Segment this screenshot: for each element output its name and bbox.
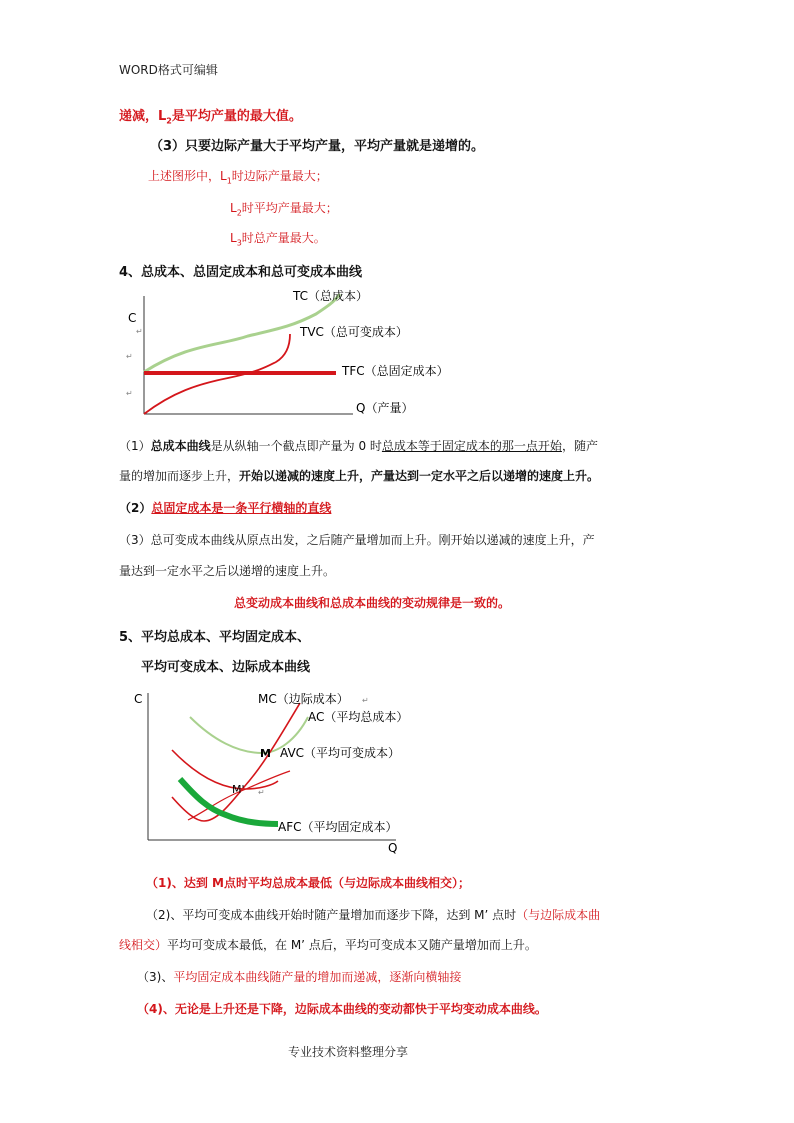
- sec5-para-2-line-2: 线相交）平均可变成本最低，在 M’ 点后，平均可变成本又随产量增加而上升。: [119, 938, 537, 952]
- average-cost-chart: [128, 685, 428, 855]
- para-mark: ↵: [126, 352, 133, 361]
- page-header: WORD格式可编辑: [119, 63, 218, 77]
- sec4-para-3-line-2: 量达到一定水平之后以递增的速度上升。: [119, 564, 336, 578]
- m-point-label: M: [260, 747, 271, 760]
- sec4-para-1-line-1: （1）总成本曲线是从纵轴一个截点即产量为 0 时总成本等于固定成本的那一点开始，随产: [119, 439, 598, 453]
- m-prime-label: M': [232, 783, 245, 796]
- sec5-para-2-line-1: （2)、平均可变成本曲线开始时随产量增加而逐步下降，达到 M’ 点时（与边际成本曲: [146, 908, 601, 922]
- sec4-note: 总变动成本曲线和总成本曲线的变动规律是一致的。: [234, 596, 511, 610]
- para-mark: ↵: [258, 788, 265, 797]
- sec4-para-3-line-1: （3）总可变成本曲线从原点出发，之后随产量增加而上升。刚开始以递减的速度上升，产: [119, 533, 595, 547]
- avc-label: AVC（平均可变成本）: [280, 746, 401, 760]
- text-line-5: $L_3$时总产量最大。: [230, 231, 326, 248]
- para-mark: ↵: [126, 389, 133, 398]
- para-mark: ↵: [362, 696, 369, 705]
- total-cost-chart: [118, 284, 478, 424]
- y-axis-label: C: [134, 692, 143, 706]
- sec4-para-2: （2）总固定成本是一条平行横轴的直线: [119, 501, 332, 515]
- text-line-4: $L_2$时平均产量最大；: [230, 201, 338, 218]
- tfc-label: TFC（总固定成本）: [342, 364, 449, 378]
- sec5-para-1: （1)、达到 M点时平均总成本最低（与边际成本曲线相交）；: [146, 876, 470, 890]
- mc-curve: [172, 703, 300, 821]
- afc-label: AFC（平均固定成本）: [278, 820, 398, 834]
- section5-title-line-1: 5、平均总成本、平均固定成本、: [119, 630, 311, 645]
- sec5-para-3: （3)、平均固定成本曲线随产量的增加而递减，逐渐向横轴接: [137, 970, 462, 984]
- x-axis-label: Q（产量）: [356, 401, 414, 415]
- text-line-1: 递减，$L_2$是平均产量的最大值。: [119, 109, 302, 126]
- page-footer: 专业技术资料整理分享: [288, 1045, 409, 1059]
- sec5-para-4: （4)、无论是上升还是下降，边际成本曲线的变动都快于平均变动成本曲线。: [137, 1002, 547, 1016]
- y-axis-label: C: [128, 311, 137, 325]
- para-mark: ↵: [136, 327, 143, 336]
- sec4-para-1-line-2: 量的增加而逐步上升，开始以递减的速度上升，产量达到一定水平之后以递增的速度上升。: [119, 469, 600, 483]
- tc-label: TC（总成本）: [293, 289, 369, 303]
- ac-label: AC（平均总成本）: [308, 710, 409, 724]
- x-axis-label: Q: [388, 841, 398, 855]
- section4-title: 4、总成本、总固定成本和总可变成本曲线: [119, 265, 363, 280]
- mc-label: MC（边际成本）: [258, 692, 349, 706]
- tvc-label: TVC（总可变成本）: [300, 325, 408, 339]
- section5-title-line-2: 平均可变成本、边际成本曲线: [141, 660, 311, 675]
- text-line-2: （3）只要边际产量大于平均产量，平均产量就是递增的。: [150, 139, 485, 154]
- text-line-3: 上述图形中，$L_1$时边际产量最大；: [148, 169, 328, 186]
